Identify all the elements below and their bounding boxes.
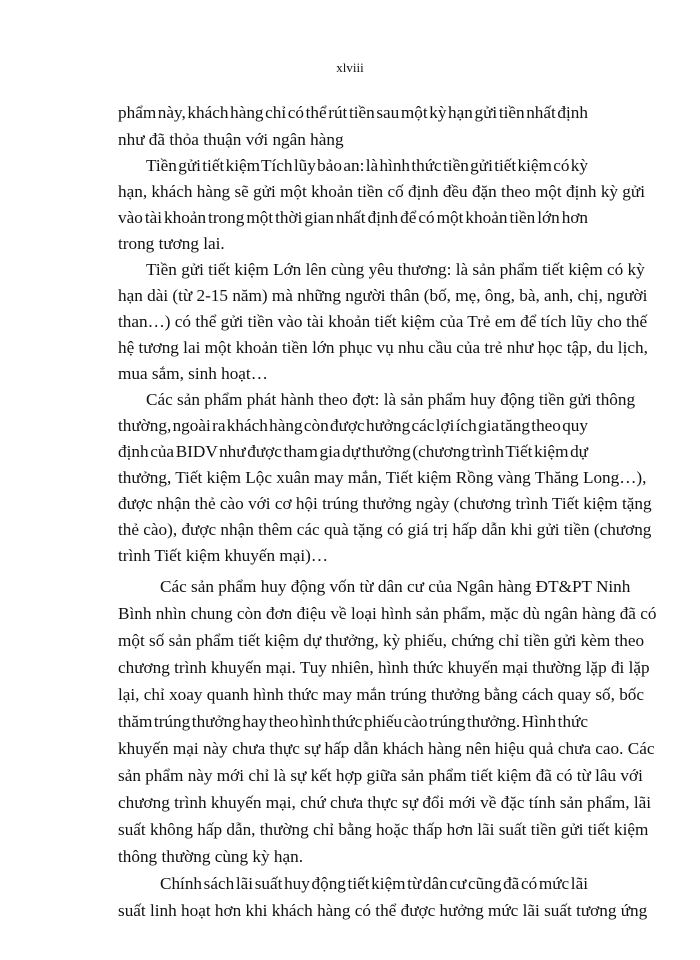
text-line: một số sản phẩm tiết kiệm dự thưởng, kỳ phiếu, chứng chỉ tiền gửi kèm theo xyxy=(118,631,645,650)
text-line: thưởng, Tiết kiệm Lộc xuân may mắn, Tiết kiệm Rồng vàng Thăng Long…), xyxy=(118,468,647,487)
text-line: hạn dài (từ 2-15 năm) mà những người thân (bố, mẹ, ông, bà, anh, chị, người xyxy=(118,286,648,305)
text-line: Các sản phẩm huy động vốn từ dân cư của Ngân hàng ĐT&PT Ninh xyxy=(160,577,631,596)
text-line: Tiền gửi tiết kiệm Tích lũy bảo an: là hình thức tiền gửi tiết kiệm có kỳ xyxy=(146,156,588,175)
text-line: Chính sách lãi suất huy động tiết kiệm từ dân cư cũng đã có mức lãi xyxy=(160,874,588,893)
text-line: mua sắm, sinh hoạt… xyxy=(118,364,268,383)
text-line: Tiền gửi tiết kiệm Lớn lên cùng yêu thương: là sản phẩm tiết kiệm có kỳ xyxy=(146,260,645,279)
text-line: hệ tương lai một khoản tiền lớn phục vụ nhu cầu của trẻ như học tập, du lịch, xyxy=(118,338,648,357)
text-line: chương trình khuyến mại, chứ chưa thực sự đổi mới về đặc tính sản phẩm, lãi xyxy=(118,793,651,812)
text-line: thường, ngoài ra khách hàng còn được hưởng các lợi ích gia tăng theo quy xyxy=(118,416,588,435)
text-line: trong tương lai. xyxy=(118,234,225,253)
text-line: trình Tiết kiệm khuyến mại)… xyxy=(118,546,329,565)
text-line: khuyến mại này chưa thực sự hấp dẫn khách hàng nên hiệu quả chưa cao. Các xyxy=(118,739,655,758)
text-line: than…) có thể gửi tiền vào tài khoản tiết kiệm của Trẻ em để tích lũy cho thế xyxy=(118,312,648,331)
text-line: sản phẩm này mới chỉ là sự kết hợp giữa sản phẩm tiết kiệm đã có từ lâu với xyxy=(118,766,643,785)
text-line: hạn, khách hàng sẽ gửi một khoản tiền cố định đều đặn theo một định kỳ gửi xyxy=(118,182,645,201)
text-line: được nhận thẻ cào với cơ hội trúng thưởng ngày (chương trình Tiết kiệm tặng xyxy=(118,494,652,513)
text-line: suất linh hoạt hơn khi khách hàng có thể được hưởng mức lãi suất tương ứng xyxy=(118,901,648,920)
text-line: định của BIDV như được tham gia dự thưởng (chương trình Tiết kiệm dự xyxy=(118,442,588,461)
text-line: thăm trúng thưởng hay theo hình thức phiếu cào trúng thưởng. Hình thức xyxy=(118,712,588,731)
text-line: lại, chỉ xoay quanh hình thức may mắn trúng thưởng bằng cách quay số, bốc xyxy=(118,685,645,704)
page-number: xlviii xyxy=(336,60,364,75)
text-line: như đã thỏa thuận với ngân hàng xyxy=(118,130,344,149)
text-line: Bình nhìn chung còn đơn điệu về loại hình sản phẩm, mặc dù ngân hàng đã có xyxy=(118,604,657,623)
text-line: suất không hấp dẫn, thường chỉ bằng hoặc thấp hơn lãi suất tiền gửi tiết kiệm xyxy=(118,820,649,839)
text-line: Các sản phẩm phát hành theo đợt: là sản phẩm huy động tiền gửi thông xyxy=(146,390,636,409)
text-line: thông thường cùng kỳ hạn. xyxy=(118,847,304,866)
text-line: phẩm này, khách hàng chỉ có thể rút tiền sau một kỳ hạn gửi tiền nhất định xyxy=(118,103,588,122)
text-line: chương trình khuyến mại. Tuy nhiên, hình thức khuyến mại thường lặp đi lặp xyxy=(118,658,650,677)
text-line: thẻ cào), được nhận thêm các quà tặng có giá trị hấp dẫn khi gửi tiền (chương xyxy=(118,520,652,539)
text-line: vào tài khoản trong một thời gian nhất định để có một khoản tiền lớn hơn xyxy=(118,208,588,227)
